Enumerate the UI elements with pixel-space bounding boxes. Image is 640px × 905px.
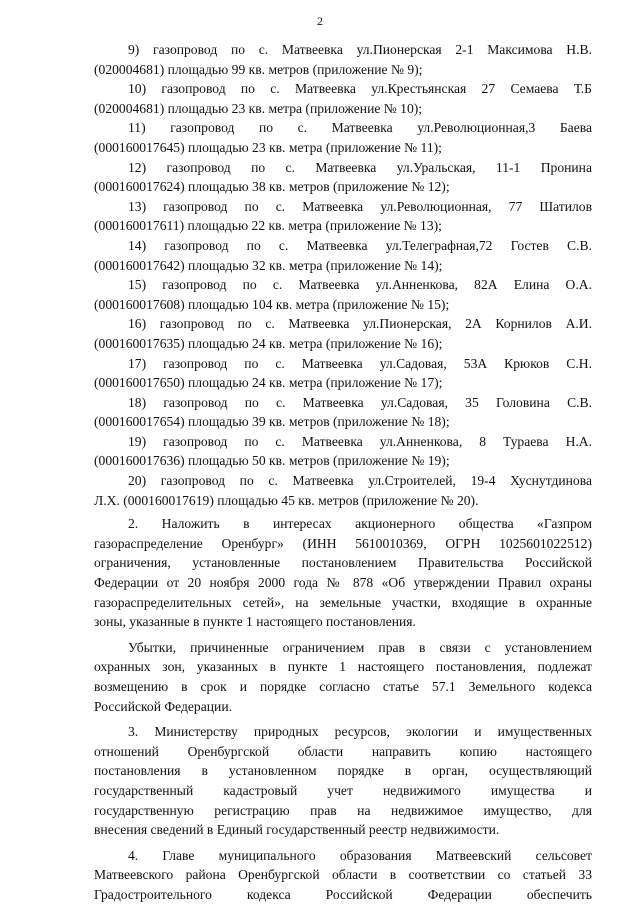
paragraph-line: внесения сведений в Единый государственный реестр недвижимости.	[94, 822, 500, 838]
document-body	[94, 40, 592, 905]
list-item-line: 12) газопровод по с. Матвеевка ул.Уральская, 11-1 Пронина	[128, 159, 592, 175]
paragraph-line: Федерации от 20 ноября 2000 года № 878 «Об утверждении Правил охраны	[94, 575, 592, 591]
list-item-line: 19) газопровод по с. Матвеевка ул.Анненкова, 8 Тураева Н.А.	[128, 433, 592, 449]
paragraph-line: отношений Оренбургской области направить копию настоящего	[94, 743, 592, 759]
list-item-line: 10) газопровод по с. Матвеевка ул.Крестьянская 27 Семаева Т.Б	[128, 81, 592, 97]
list-item	[94, 314, 592, 353]
list-item-line: (020004681) площадью 23 кв. метра (приложение № 10);	[94, 100, 423, 116]
paragraph-line: зоны, указанные в пункте 1 настоящего постановления.	[94, 614, 416, 630]
list-item-line: 14) газопровод по с. Матвеевка ул.Телеграфная,72 Гостев С.В.	[128, 237, 592, 253]
paragraph-line: Градостроительного кодекса Российской Федерации обеспечить	[94, 886, 592, 902]
paragraph-line: газораспределительных сетей», на земельные участки, входящие в охранные	[94, 594, 592, 610]
list-item-line: 16) газопровод по с. Матвеевка ул.Пионерская, 2А Корнилов А.И.	[128, 316, 592, 332]
list-item	[94, 158, 592, 197]
list-item-line: Л.Х. (000160017619) площадью 45 кв. метров (приложение № 20).	[94, 492, 479, 508]
list-item	[94, 393, 592, 432]
paragraph-line: ограничения, установленные постановлением Правительства Российской	[94, 555, 592, 571]
list-item	[94, 197, 592, 236]
list-item	[94, 354, 592, 393]
paragraph	[94, 722, 592, 840]
list-item-line: 15) газопровод по с. Матвеевка ул.Анненкова, 82А Елина О.А.	[128, 277, 592, 293]
list-item-line: 13) газопровод по с. Матвеевка ул.Революционная, 77 Шатилов	[128, 198, 592, 214]
paragraph-line: постановления в установленном порядке в орган, осуществляющий	[94, 763, 592, 779]
list-item	[94, 471, 592, 510]
list-item-line: (000160017645) площадью 23 кв. метра (приложение № 11);	[94, 139, 442, 155]
list-item	[94, 236, 592, 275]
paragraph-line: 4. Главе муниципального образования Матвеевский сельсовет	[128, 847, 592, 863]
list-item-line: (020004681) площадью 99 кв. метров (приложение № 9);	[94, 61, 423, 77]
paragraph-line: охранных зон, указанных в пункте 1 настоящего постановления, подлежат	[94, 659, 592, 675]
list-item-line: (000160017650) площадью 24 кв. метра (приложение № 17);	[94, 375, 443, 391]
list-item	[94, 275, 592, 314]
paragraph	[94, 514, 592, 632]
list-item-line: 17) газопровод по с. Матвеевка ул.Садовая, 53А Крюков С.Н.	[128, 355, 592, 371]
paragraph	[94, 846, 592, 905]
paragraph-line: Убытки, причиненные ограничением прав в связи с установлением	[128, 639, 592, 655]
list-item-line: (000160017608) площадью 104 кв. метра (приложение № 15);	[94, 296, 450, 312]
list-item	[94, 79, 592, 118]
paragraph-line: Матвеевского района Оренбургской области в соответствии со статьей 33	[94, 867, 592, 883]
list-item-line: 20) газопровод по с. Матвеевка ул.Строителей, 19-4 Хуснутдинова	[128, 473, 592, 489]
page-number: 2	[317, 14, 323, 28]
list-item-line: 9) газопровод по с. Матвеевка ул.Пионерская 2-1 Максимова Н.В.	[128, 42, 592, 57]
list-item	[94, 118, 592, 157]
list-item-line: 11) газопровод по с. Матвеевка ул.Революционная,3 Баева	[128, 120, 592, 136]
list-item-line: 18) газопровод по с. Матвеевка ул.Садовая, 35 Головина С.В.	[128, 394, 592, 410]
list-item-line: (000160017624) площадью 38 кв. метров (приложение № 12);	[94, 179, 450, 195]
list-item	[94, 40, 592, 79]
list-item-line: (000160017636) площадью 50 кв. метров (приложение № 19);	[94, 453, 450, 469]
paragraph-line: государственную регистрацию прав на недвижимое имущество, для	[94, 802, 592, 818]
list-item-line: (000160017635) площадью 24 кв. метра (приложение № 16);	[94, 335, 443, 351]
paragraph-line: возмещению в срок и порядке согласно статье 57.1 Земельного кодекса	[94, 679, 592, 694]
paragraph-line: Российской Федерации.	[94, 698, 232, 714]
paragraph-line: государственный кадастровый учет недвижимого имущества и	[94, 782, 592, 798]
easement-list	[94, 40, 592, 510]
paragraph-line: газораспределение Оренбург» (ИНН 5610010369, ОГРН 1025601022512)	[94, 535, 592, 551]
paragraph-line: 2. Наложить в интересах акционерного общества «Газпром	[128, 516, 592, 532]
list-item-line: (000160017654) площадью 39 кв. метров (приложение № 18);	[94, 414, 450, 430]
list-item-line: (000160017611) площадью 22 кв. метра (приложение № 13);	[94, 218, 442, 234]
list-item	[94, 432, 592, 471]
paragraph	[94, 638, 592, 716]
list-item-line: (000160017642) площадью 32 кв. метра (приложение № 14);	[94, 257, 443, 273]
paragraph-line: 3. Министерству природных ресурсов, экологии и имущественных	[128, 724, 592, 740]
